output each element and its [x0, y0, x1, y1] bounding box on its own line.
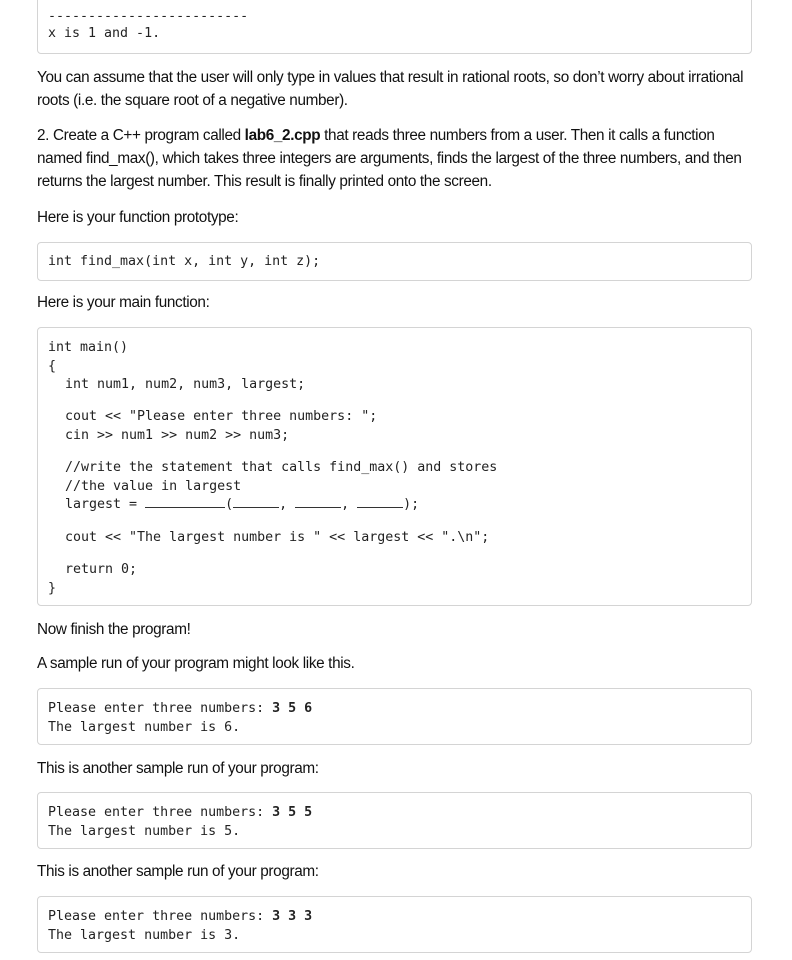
code-line-fill-blank: largest = ( , , ); — [65, 497, 420, 512]
paragraph-finish: Now finish the program! — [37, 621, 191, 638]
blank-function-name — [145, 495, 225, 508]
run-input: 3 3 3 — [272, 909, 313, 924]
code-line-prototype: int find_max(int x, int y, int z); — [48, 254, 321, 269]
main-function-code-box — [37, 327, 752, 606]
sample-output-box-top — [37, 0, 752, 54]
paragraph-prototype-label: Here is your function prototype: — [37, 209, 239, 226]
code-line: cin >> num1 >> num2 >> num3; — [65, 428, 290, 443]
code-line: //the value in largest — [65, 479, 242, 494]
run-result-line: The largest number is 5. — [48, 824, 241, 839]
code-line: return 0; — [65, 562, 138, 577]
filename: lab6_2.cpp — [244, 127, 321, 144]
code-line: } — [48, 581, 57, 596]
blank-arg-2 — [295, 495, 341, 508]
code-line-dashes: ------------------------- — [48, 9, 249, 24]
prototype-code-box — [37, 242, 752, 281]
run-prompt-line: Please enter three numbers: 3 5 5 — [48, 805, 313, 820]
run-input: 3 5 6 — [272, 701, 313, 716]
code-line: //write the statement that calls find_max() and stores — [65, 460, 498, 475]
sample-run-box-1 — [37, 688, 752, 745]
paragraph-sample-run-2: This is another sample run of your program: — [37, 760, 319, 777]
paragraph-sample-run-3: This is another sample run of your program: — [37, 863, 319, 880]
run-prompt-line: Please enter three numbers: 3 5 6 — [48, 701, 313, 716]
code-line: { — [48, 359, 57, 374]
paragraph-main-label: Here is your main function: — [37, 294, 210, 311]
paragraph-rational-roots: You can assume that the user will only type in values that result in rational roots, so don’t worry about irrational roots (i.e. the square root of a negative number). — [37, 69, 744, 109]
code-line: cout << "The largest number is " << largest << ".\n"; — [65, 530, 490, 545]
run-result-line: The largest number is 3. — [48, 928, 241, 943]
code-line-roots: x is 1 and -1. — [48, 26, 161, 41]
blank-arg-3 — [357, 495, 403, 508]
code-line: int num1, num2, num3, largest; — [65, 377, 306, 392]
paragraph-sample-run-1: A sample run of your program might look like this. — [37, 655, 355, 672]
sample-run-box-3 — [37, 896, 752, 953]
sample-run-box-2 — [37, 792, 752, 849]
paragraph-task-2: 2. Create a C++ program called lab6_2.cpp that reads three numbers from a user. Then it calls a function named find_max(), which takes three integers are arguments, finds the largest of the three numbers, and then returns the largest number. This result is finally printed onto the screen. — [37, 127, 742, 190]
code-line: cout << "Please enter three numbers: "; — [65, 409, 378, 424]
blank-arg-1 — [233, 495, 279, 508]
run-prompt-line: Please enter three numbers: 3 3 3 — [48, 909, 313, 924]
run-input: 3 5 5 — [272, 805, 313, 820]
run-result-line: The largest number is 6. — [48, 720, 241, 735]
code-line: int main() — [48, 340, 129, 355]
